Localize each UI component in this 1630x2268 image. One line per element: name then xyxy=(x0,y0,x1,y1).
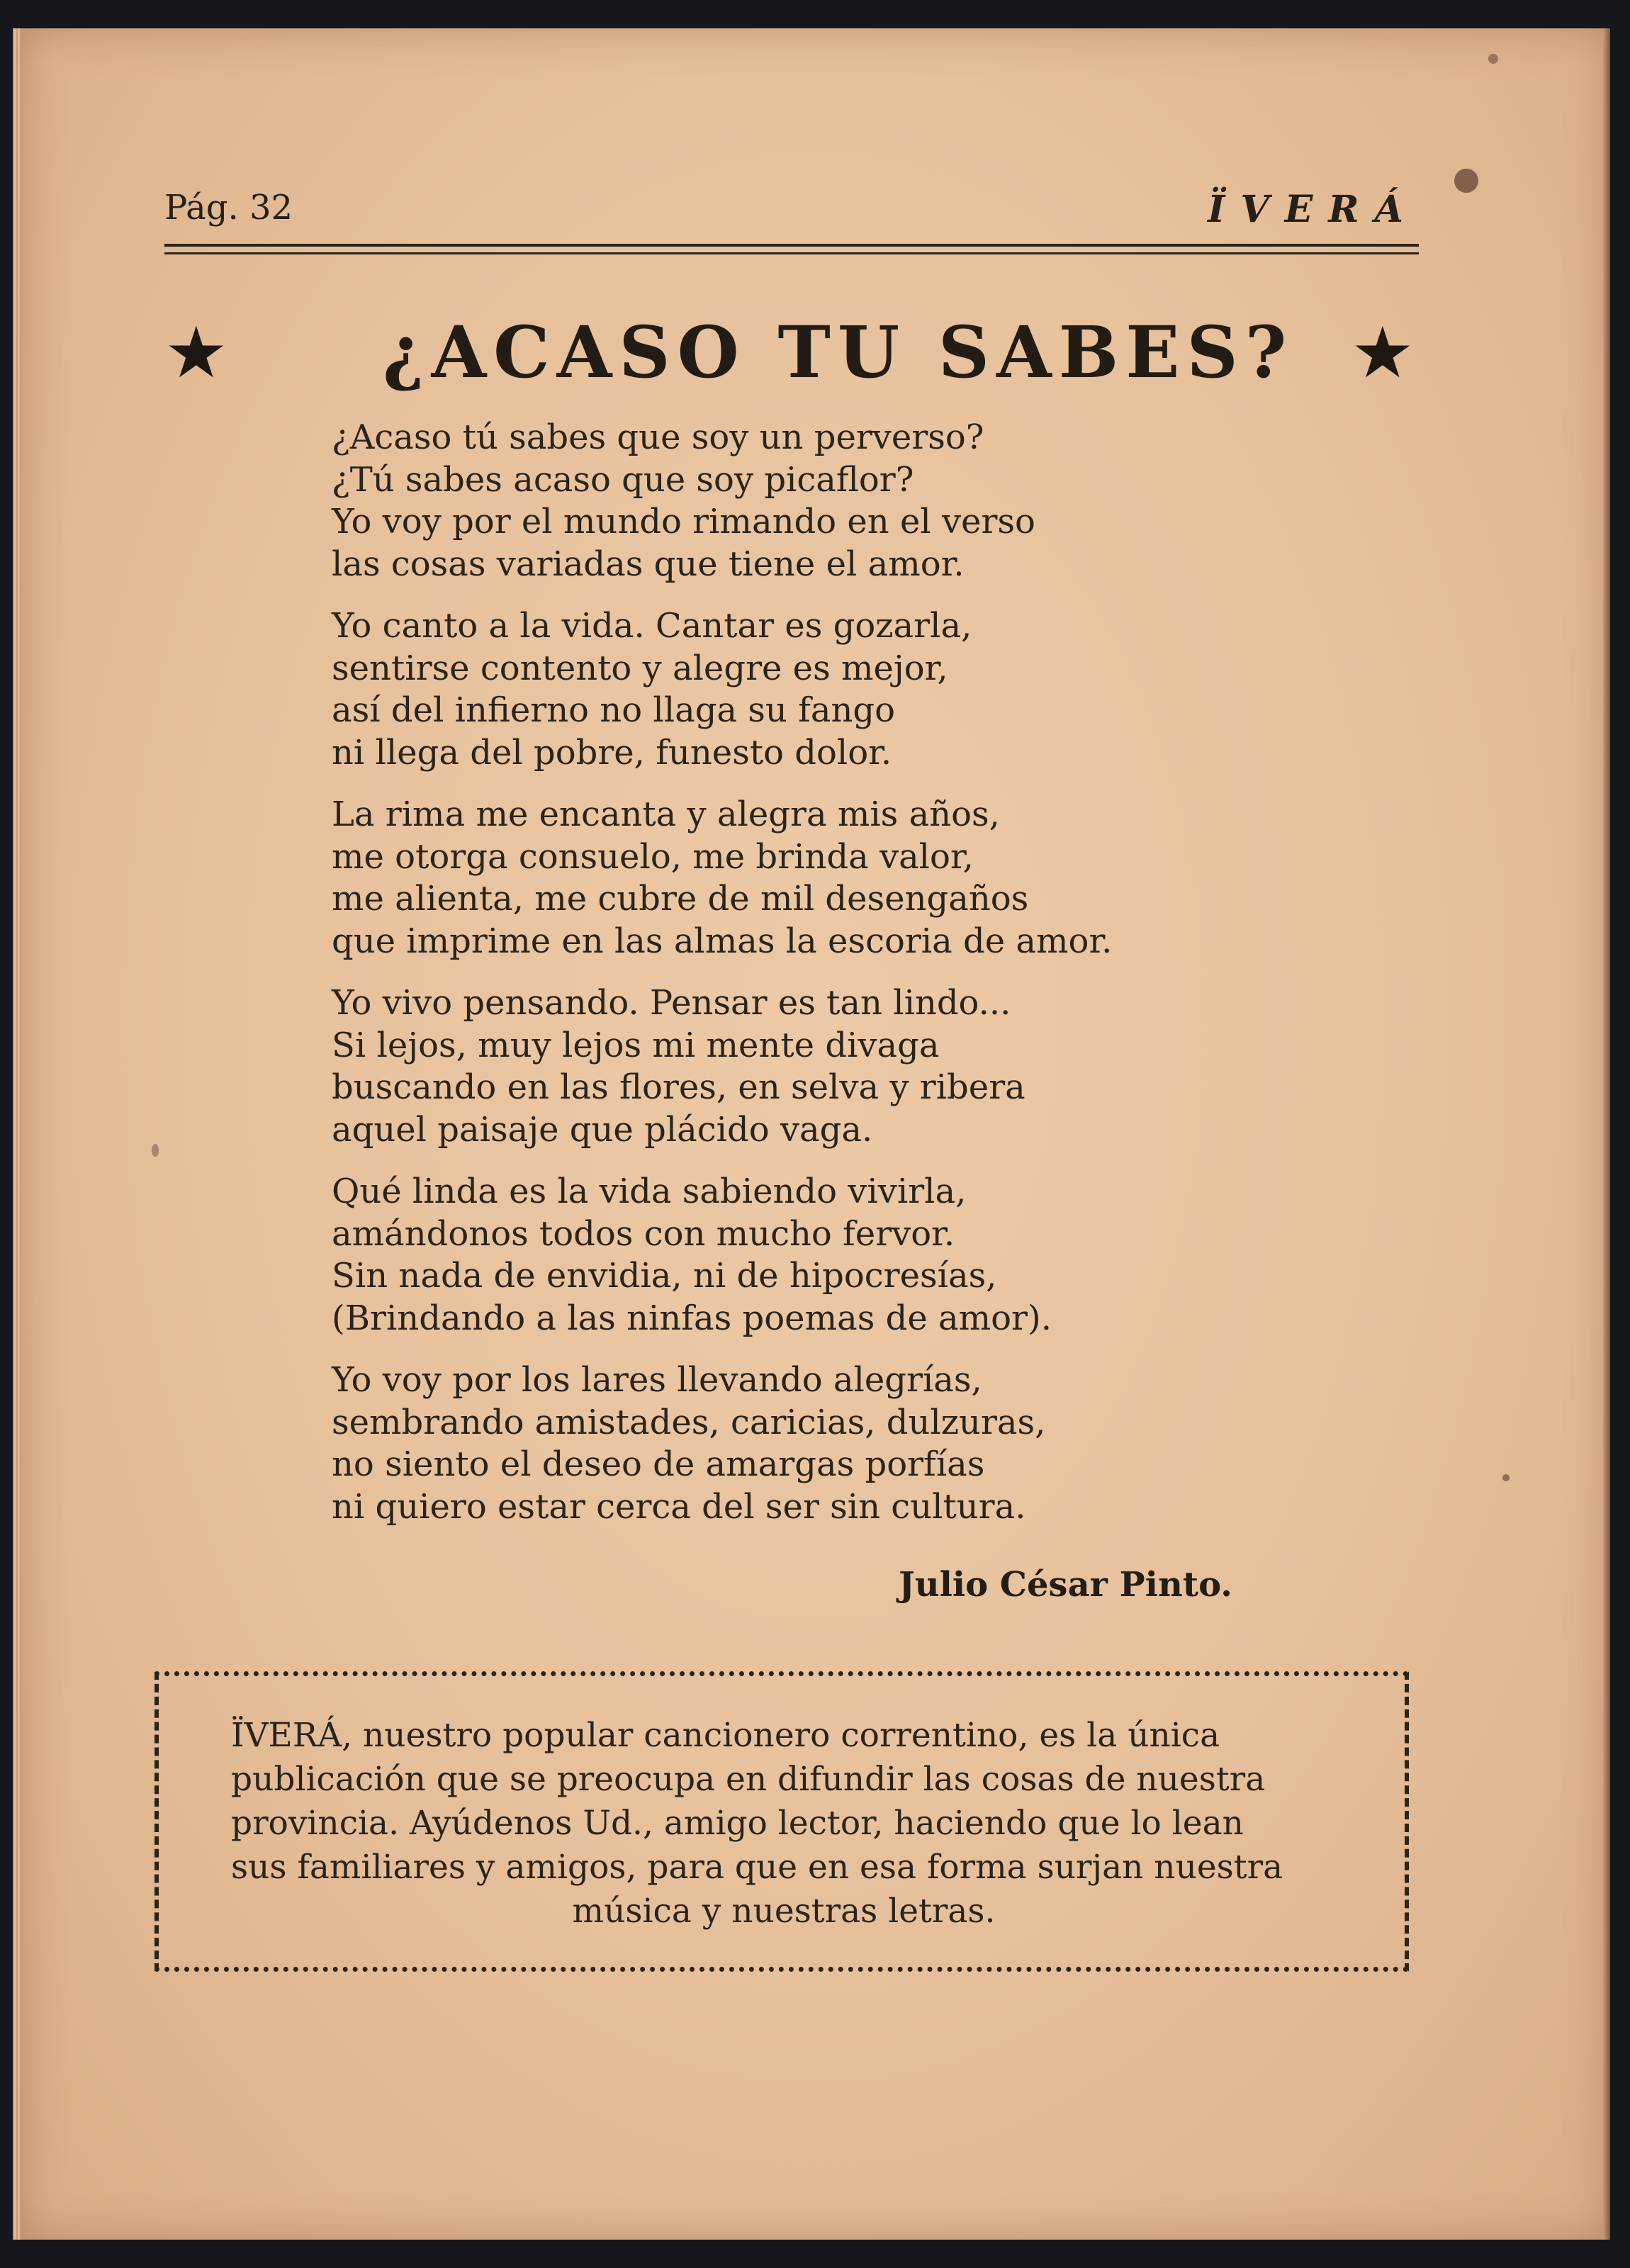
poem-line: me alienta, me cubre de mil desengaños xyxy=(332,879,1029,919)
poem-line: ni quiero estar cerca del ser sin cultura. xyxy=(332,1486,1026,1527)
notice-line: ÏVERÁ, nuestro popular cancionero correntino, es la única xyxy=(231,1716,1220,1755)
stanza xyxy=(332,605,1253,774)
poem-body xyxy=(332,417,1253,1548)
star-icon: ★ xyxy=(1351,311,1415,394)
magazine-name: ÏVERÁ xyxy=(1208,188,1419,231)
poem-line: La rima me encanta y alegra mis años, xyxy=(332,795,1000,834)
poem-line: así del infierno no llaga su fango xyxy=(332,690,896,730)
poem-line: Yo vivo pensando. Pensar es tan lindo... xyxy=(332,983,1011,1023)
notice-line: provincia. Ayúdenos Ud., amigo lector, haciendo que lo lean xyxy=(231,1804,1244,1843)
notice-line: música y nuestras letras. xyxy=(572,1892,996,1931)
paper-speck xyxy=(1488,54,1498,64)
notice-line: sus familiares y amigos, para que en esa forma surjan nuestra xyxy=(231,1848,1283,1887)
stanza xyxy=(332,1359,1253,1528)
poem-line: buscando en las flores, en selva y ribera xyxy=(332,1067,1025,1107)
poem-line: me otorga consuelo, me brinda valor, xyxy=(332,836,974,877)
poem-line: las cosas variadas que tiene el amor. xyxy=(332,544,965,584)
poem-line: no siento el deseo de amargas porfías xyxy=(332,1444,985,1484)
poem-line: Yo canto a la vida. Cantar es gozarla, xyxy=(332,606,972,646)
page-number: Pág. 32 xyxy=(164,188,293,228)
poem-author: Julio César Pinto. xyxy=(899,1565,1232,1605)
notice-line: publicación que se preocupa en difundir las cosas de nuestra xyxy=(231,1760,1266,1799)
notice-text xyxy=(231,1714,1337,1933)
poem-line: aquel paisaje que plácido vaga. xyxy=(332,1109,873,1150)
stanza xyxy=(332,1171,1253,1340)
poem-line: ni llega del pobre, funesto dolor. xyxy=(332,732,892,773)
poem-line: Si lejos, muy lejos mi mente divaga xyxy=(332,1025,940,1065)
poem-line: que imprime en las almas la escoria de amor. xyxy=(332,921,1113,961)
poem-line: Sin nada de envidia, ni de hipocresías, xyxy=(332,1256,997,1296)
poem-line: (Brindando a las ninfas poemas de amor). xyxy=(332,1298,1052,1338)
paper-speck xyxy=(1454,169,1478,193)
stanza xyxy=(332,794,1253,962)
header-rule-bottom xyxy=(164,252,1419,254)
poem-line: amándonos todos con mucho fervor. xyxy=(332,1213,955,1254)
poem-line: sentirse contento y alegre es mejor, xyxy=(332,648,948,688)
header-rule-top xyxy=(164,244,1419,247)
poem-line: ¿Tú sabes acaso que soy picaflor? xyxy=(332,459,914,500)
page-right-edge xyxy=(1603,28,1610,2240)
poem-line: ¿Acaso tú sabes que soy un perverso? xyxy=(332,417,984,457)
stanza xyxy=(332,417,1253,585)
poem-title: ¿ACASO TU SABES? xyxy=(383,310,1294,394)
page-header xyxy=(164,188,1419,230)
poem-line: Qué linda es la vida sabiendo vivirla, xyxy=(332,1172,967,1211)
poem-line: Yo voy por el mundo rimando en el verso xyxy=(332,502,1035,541)
paper-speck xyxy=(1502,1474,1510,1481)
poem-line: Yo voy por los lares llevando alegrías, xyxy=(332,1360,982,1400)
paper-speck xyxy=(152,1144,159,1157)
star-icon: ★ xyxy=(164,311,228,394)
stanza xyxy=(332,982,1253,1151)
poem-line: sembrando amistades, caricias, dulzuras, xyxy=(332,1402,1046,1442)
